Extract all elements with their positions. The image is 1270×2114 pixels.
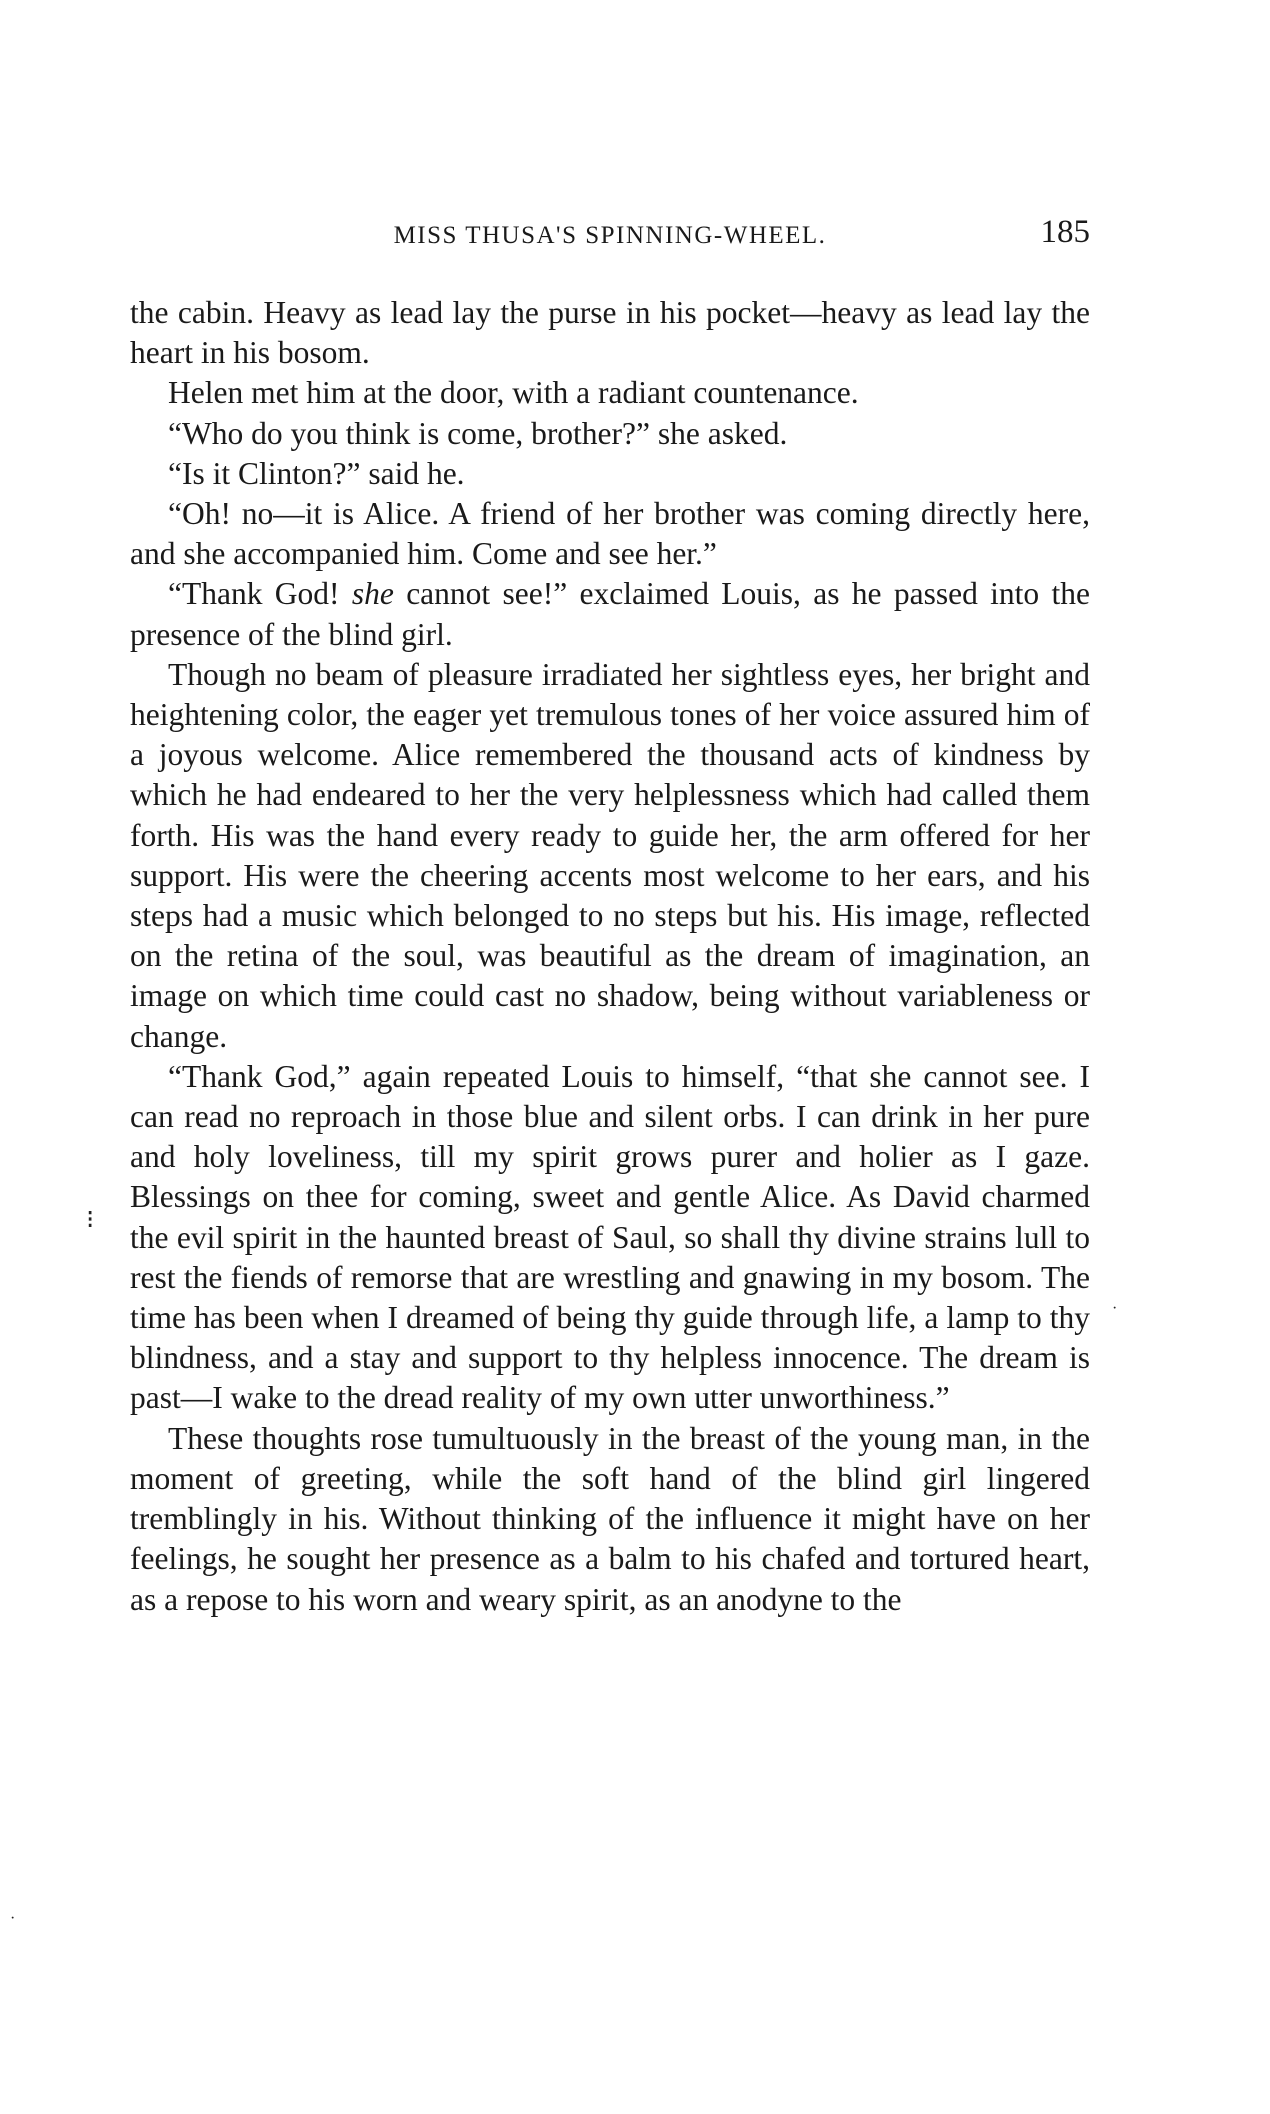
paragraph: “Is it Clinton?” said he. bbox=[168, 455, 465, 491]
paragraph: “Who do you think is come, brother?” she asked. bbox=[168, 415, 788, 451]
running-head bbox=[130, 214, 1090, 254]
paragraph bbox=[130, 574, 1090, 654]
paragraph: the cabin. Heavy as lead lay the purse in his pocket—heavy as lead lay the heart in his bosom. bbox=[130, 295, 1090, 371]
page-number: 185 bbox=[1040, 214, 1090, 250]
paragraph: Though no beam of pleasure irradiated her sightless eyes, her bright and heightening color, the eager yet tremulous tones of her voice assured him of a joyous welcome. Alice remembered the thousand acts of kindness by which he had endeared to her the very helplessness which had called them forth. His was the hand every ready to guide her, the arm offered for her support. His were the cheering accents most welcome to her ears, and his steps had a music which belonged to no steps but his. His image, reflected on the retina of the soul, was beautiful as the dream of imagination, an image on which time could cast no shadow, being without variableness or change. bbox=[130, 656, 1090, 1054]
paragraph-text: “Thank God! bbox=[168, 576, 352, 612]
paragraph: “Oh! no—it is Alice. A friend of her brother was coming directly here, and she accompanied him. Come and see her.” bbox=[130, 496, 1090, 572]
margin-dot-icon: · bbox=[1112, 1300, 1118, 1317]
margin-dots-icon: ⁝ bbox=[86, 1205, 95, 1234]
paragraph: “Thank God,” again repeated Louis to himself, “that she cannot see. I can read no reproach in those blue and silent orbs. I can drink in her pure and holy loveliness, till my spirit grows purer and holier as I gaze. Blessings on thee for coming, sweet and gentle Alice. As David charmed the evil spirit in the haunted breast of Saul, so shall thy divine strains lull to rest the fiends of remorse that are wrestling and gnawing in my bosom. The time has been when I dreamed of being thy guide through life, a lamp to thy blindness, and a stay and support to thy helpless innocence. The dream is past—I wake to the dread reality of my own utter unworthiness.” bbox=[130, 1058, 1090, 1416]
body-text bbox=[130, 293, 1090, 1620]
paragraph: These thoughts rose tumultuously in the breast of the young man, in the moment of greeting, while the soft hand of the blind girl lingered tremblingly in his. Without thinking of the influence it might have on her feelings, he sought her presence as a balm to his chafed and tortured heart, as a repose to his worn and weary spirit, as an anodyne to the bbox=[130, 1420, 1090, 1617]
paragraph: Helen met him at the door, with a radiant countenance. bbox=[168, 375, 859, 411]
margin-dot-icon: · bbox=[10, 1910, 16, 1927]
paragraph-text: cannot see!” exclaimed Louis, as he passed into the presence of the blind girl. bbox=[130, 576, 1090, 652]
running-title: MISS THUSA'S SPINNING-WHEEL. bbox=[393, 222, 827, 249]
emphasized-word: she bbox=[351, 576, 394, 612]
